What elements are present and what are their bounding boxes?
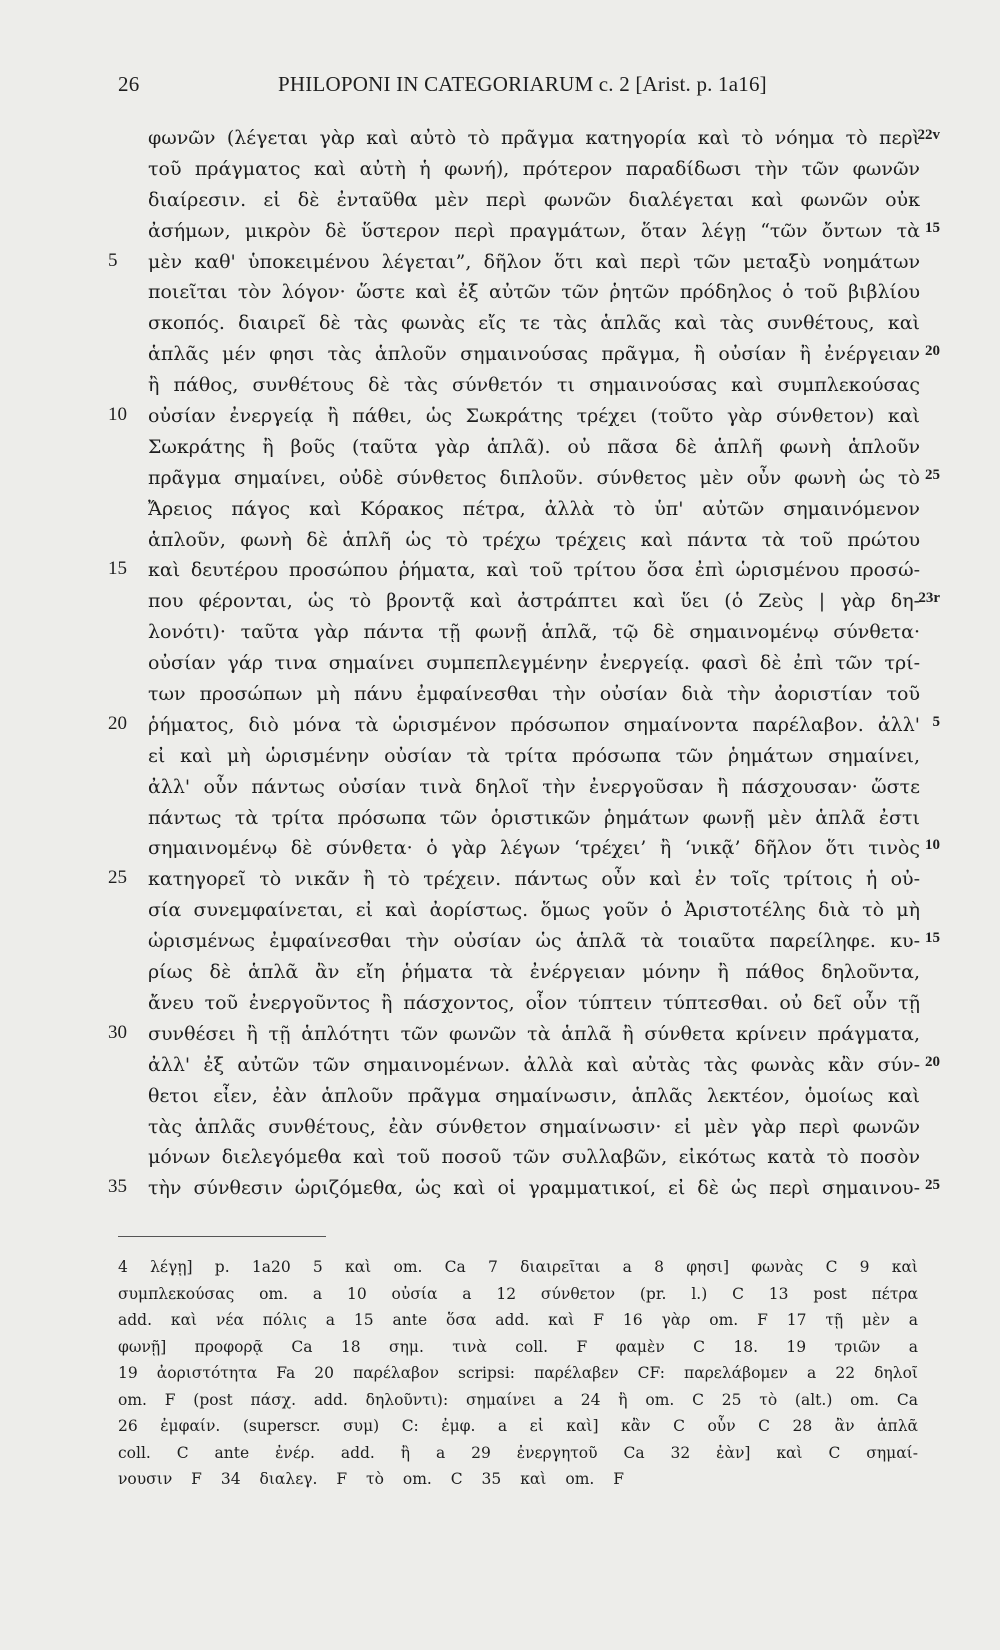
line-number: 25 bbox=[108, 867, 127, 889]
text-line bbox=[0, 1173, 1000, 1204]
text-line bbox=[0, 1112, 1000, 1143]
text-line bbox=[0, 1019, 1000, 1050]
line-text: συνθέσει ἢ τῇ ἁπλότητι τῶν φωνῶν τὰ ἁπλᾶ ἢ σύνθετα κρίνειν πράγματα, bbox=[148, 1022, 920, 1045]
text-line bbox=[0, 803, 1000, 834]
line-text: τὴν σύνθεσιν ὡριζόμεθα, ὡς καὶ οἱ γραμματικοί, εἰ δὲ ὡς περὶ σημαινου- bbox=[148, 1177, 920, 1200]
text-line bbox=[0, 772, 1000, 803]
line-text: ἀλλ' ἐξ αὐτῶν τῶν σημαινομένων. ἀλλὰ καὶ αὐτὰς τὰς φωνὰς κἂν σύν- bbox=[148, 1053, 920, 1076]
apparatus-line: 19 ἀοριστότητα Fa 20 παρέλαβον scripsi: παρέλαβεν CF: παρελάβομεν a 22 δηλοῖ bbox=[118, 1364, 918, 1382]
apparatus-line: συμπλεκούσας om. a 10 οὐσία a 12 σύνθετον (pr. l.) C 13 post πέτρα bbox=[118, 1284, 918, 1303]
line-number: 35 bbox=[108, 1176, 127, 1198]
line-text: των προσώπων μὴ πάνυ ἐμφαίνεσθαι τὴν οὐσίαν διὰ τὴν ἀοριστίαν τοῦ bbox=[148, 683, 920, 706]
text-line bbox=[0, 864, 1000, 895]
line-text: ἀσήμων, μικρὸν δὲ ὕστερον περὶ πραγμάτων, ὅταν λέγῃ “τῶν ὄντων τὰ bbox=[148, 219, 920, 242]
main-text bbox=[0, 123, 1000, 1204]
line-text: τοῦ πράγματος καὶ αὐτὴ ἡ φωνή), πρότερον παραδίδωσι τὴν τῶν φωνῶν bbox=[148, 157, 920, 180]
text-line bbox=[0, 432, 1000, 463]
text-line bbox=[0, 277, 1000, 308]
line-text: ποιεῖται τὸν λόγον· ὥστε καὶ ἐξ αὐτῶν τῶν ῥητῶν πρόδηλος ὁ τοῦ βιβλίου bbox=[148, 281, 920, 304]
apparatus-line: νουσιν F 34 διαλεγ. F τὸ om. C 35 καὶ om. F bbox=[118, 1470, 624, 1488]
line-number: 5 bbox=[108, 249, 118, 271]
margin-reference: 10 bbox=[925, 837, 940, 854]
apparatus-line: coll. C ante ἐνέρ. add. ἢ a 29 ἐνεργητοῦ Ca 32 ἐὰν] καὶ C σημαί- bbox=[118, 1443, 918, 1462]
text-line bbox=[0, 710, 1000, 741]
line-text: θετοι εἶεν, ἐὰν ἁπλοῦν πρᾶγμα σημαίνωσιν, ἁπλᾶς λεκτέον, ὁμοίως καὶ bbox=[148, 1084, 920, 1107]
text-line bbox=[0, 123, 1000, 154]
apparatus-line: add. καὶ νέα πόλις a 15 ante ὅσα add. καὶ F 16 γὰρ om. F 17 τῇ μὲν a bbox=[118, 1311, 918, 1329]
text-line bbox=[0, 1050, 1000, 1081]
line-text: ἄνευ τοῦ ἐνεργοῦντος ἢ πάσχοντος, οἷον τύπτειν τύπτεσθαι. οὐ δεῖ οὖν τῇ bbox=[148, 991, 920, 1014]
line-text: καὶ δευτέρου προσώπου ῥήματα, καὶ τοῦ τρίτου ὅσα ἐπὶ ὡρισμένου προσώ- bbox=[148, 559, 920, 582]
text-line bbox=[0, 741, 1000, 772]
text-line bbox=[0, 185, 1000, 216]
text-line bbox=[0, 339, 1000, 370]
line-text: μὲν καθ' ὑποκειμένου λέγεται”, δῆλον ὅτι καὶ περὶ τῶν μεταξὺ νοημάτων bbox=[148, 250, 920, 273]
text-line bbox=[0, 926, 1000, 957]
line-text: μόνων διελεγόμεθα καὶ τοῦ ποσοῦ τῶν συλλαβῶν, εἰκότως κατὰ τὸ ποσὸν bbox=[148, 1146, 920, 1169]
page-number: 26 bbox=[118, 72, 140, 96]
line-text: Σωκράτης ἢ βοῦς (ταῦτα γὰρ ἁπλᾶ). οὐ πᾶσα δὲ ἁπλῆ φωνὴ ἁπλοῦν bbox=[148, 435, 920, 458]
page-header bbox=[118, 72, 798, 97]
text-line bbox=[0, 401, 1000, 432]
text-line bbox=[0, 895, 1000, 926]
apparatus-line: 26 ἐμφαίν. (superscr. συμ) C: ἐμφ. a εἰ καὶ] κἂν C οὖν C 28 ἂν ἁπλᾶ bbox=[118, 1417, 918, 1435]
margin-reference: 25 bbox=[925, 1177, 940, 1194]
margin-reference: 5 bbox=[932, 713, 940, 730]
text-line bbox=[0, 648, 1000, 679]
line-text: πάντως τὰ τρίτα πρόσωπα τῶν ὁριστικῶν ῥημάτων φωνῇ μὲν ἁπλᾶ ἐστι bbox=[148, 806, 920, 829]
line-text: κατηγορεῖ τὸ νικᾶν ἢ τὸ τρέχειν. πάντως οὖν καὶ ἐν τοῖς τρίτοις ἡ οὐ- bbox=[148, 868, 920, 891]
line-text: ῥήματος, διὸ μόνα τὰ ὡρισμένον πρόσωπον σημαίνοντα παρέλαβον. ἀλλ' bbox=[148, 713, 920, 736]
line-text: διαίρεσιν. εἰ δὲ ἐνταῦθα μὲν περὶ φωνῶν διαλέγεται καὶ φωνῶν οὐκ bbox=[148, 188, 920, 211]
margin-reference: 23r bbox=[918, 590, 940, 607]
apparatus-line: φωνῇ] προφορᾷ Ca 18 σημ. τινὰ coll. F φαμὲν C 18. 19 τριῶν a bbox=[118, 1337, 918, 1356]
text-line bbox=[0, 586, 1000, 617]
running-title: PHILOPONI IN CATEGORIARUM c. 2 [Arist. p. 1a16] bbox=[278, 72, 767, 96]
text-line bbox=[0, 216, 1000, 247]
line-text: ὡρισμένως ἐμφαίνεσθαι τὴν οὐσίαν ὡς ἁπλᾶ τὰ τοιαῦτα παρείληφε. κυ- bbox=[148, 930, 920, 953]
line-text: ἀλλ' οὖν πάντως οὐσίαν τινὰ δηλοῖ τὴν ἐνεργοῦσαν ἢ πάσχουσαν· ὥστε bbox=[148, 775, 920, 798]
line-text: σκοπός. διαιρεῖ δὲ τὰς φωνὰς εἴς τε τὰς ἁπλᾶς καὶ τὰς συνθέτους, καὶ bbox=[148, 312, 920, 335]
line-text: Ἄρειος πάγος καὶ Κόρακος πέτρα, ἀλλὰ τὸ ὑπ' αὐτῶν σημαινόμενον bbox=[148, 497, 920, 520]
line-text: που φέρονται, ὡς τὸ βροντᾷ καὶ ἀστράπτει καὶ ὕει (ὁ Ζεὺς | γὰρ δη- bbox=[148, 590, 920, 613]
text-line bbox=[0, 555, 1000, 586]
text-line bbox=[0, 370, 1000, 401]
apparatus-rule bbox=[118, 1236, 326, 1237]
apparatus-line: om. F (post πάσχ. add. δηλοῦντι): σημαίνει a 24 ἢ om. C 25 τὸ (alt.) om. Ca bbox=[118, 1390, 918, 1409]
line-text: οὐσίαν ἐνεργείᾳ ἢ πάθει, ὡς Σωκράτης τρέχει (τοῦτο γὰρ σύνθετον) καὶ bbox=[148, 405, 920, 428]
line-number: 20 bbox=[108, 712, 127, 734]
line-text: οὐσίαν γάρ τινα σημαίνει συμπεπλεγμένην ἐνεργείᾳ. φασὶ δὲ ἐπὶ τῶν τρί- bbox=[148, 652, 920, 675]
text-line bbox=[0, 1142, 1000, 1173]
line-text: σία συνεμφαίνεται, εἰ καὶ ἀορίστως. ὅμως γοῦν ὁ Ἀριστοτέλης διὰ τὸ μὴ bbox=[148, 899, 920, 922]
text-line bbox=[0, 525, 1000, 556]
margin-reference: 20 bbox=[925, 343, 940, 360]
text-line bbox=[0, 463, 1000, 494]
text-line bbox=[0, 1081, 1000, 1112]
text-line bbox=[0, 494, 1000, 525]
text-line bbox=[0, 833, 1000, 864]
line-text: ἢ πάθος, συνθέτους δὲ τὰς σύνθετόν τι σημαινούσας καὶ συμπλεκούσας bbox=[148, 374, 920, 397]
margin-reference: 20 bbox=[925, 1053, 940, 1070]
line-text: εἰ καὶ μὴ ὡρισμένην οὐσίαν τὰ τρίτα πρόσωπα τῶν ῥημάτων σημαίνει, bbox=[148, 744, 920, 767]
text-line bbox=[0, 679, 1000, 710]
line-text: φωνῶν (λέγεται γὰρ καὶ αὐτὸ τὸ πρᾶγμα κατηγορία καὶ τὸ νόημα τὸ περὶ bbox=[148, 127, 920, 149]
line-text: σημαινομένῳ δὲ σύνθετα· ὁ γὰρ λέγων ‘τρέχει’ ἢ ‘νικᾷ’ δῆλον ὅτι τινὸς bbox=[148, 837, 920, 860]
line-text: ρίως δὲ ἁπλᾶ ἂν εἴη ῥήματα τὰ ἐνέργειαν μόνην ἢ πάθος δηλοῦντα, bbox=[148, 961, 920, 984]
line-text: ἁπλᾶς μέν φησι τὰς ἁπλοῦν σημαινούσας πρᾶγμα, ἢ οὐσίαν ἢ ἐνέργειαν bbox=[148, 343, 920, 366]
text-line bbox=[0, 988, 1000, 1019]
margin-reference: 15 bbox=[925, 930, 940, 947]
line-number: 15 bbox=[108, 558, 127, 580]
line-number: 10 bbox=[108, 404, 127, 426]
text-line bbox=[0, 247, 1000, 278]
margin-reference: 22v bbox=[917, 127, 940, 143]
line-text: τὰς ἁπλᾶς συνθέτους, ἐὰν σύνθετον σημαίνωσιν· εἰ μὲν γὰρ περὶ φωνῶν bbox=[148, 1115, 920, 1138]
apparatus-line: 4 λέγῃ] p. 1a20 5 καὶ om. Ca 7 διαιρεῖται a 8 φησι] φωνὰς C 9 καὶ bbox=[118, 1258, 918, 1276]
line-text: πρᾶγμα σημαίνει, οὐδὲ σύνθετος διπλοῦν. σύνθετος μὲν οὖν φωνὴ ὡς τὸ bbox=[148, 466, 920, 489]
text-line bbox=[0, 617, 1000, 648]
text-line bbox=[0, 308, 1000, 339]
line-text: ἁπλοῦν, φωνὴ δὲ ἁπλῆ ὡς τὸ τρέχω τρέχεις καὶ πάντα τὰ τοῦ πρώτου bbox=[148, 528, 920, 551]
text-line bbox=[0, 957, 1000, 988]
margin-reference: 25 bbox=[925, 466, 940, 483]
margin-reference: 15 bbox=[925, 219, 940, 236]
line-number: 30 bbox=[108, 1021, 127, 1043]
text-line bbox=[0, 154, 1000, 185]
line-text: λονότι)· ταῦτα γὰρ πάντα τῇ φωνῇ ἁπλᾶ, τῷ δὲ σημαινομένῳ σύνθετα· bbox=[148, 621, 920, 644]
